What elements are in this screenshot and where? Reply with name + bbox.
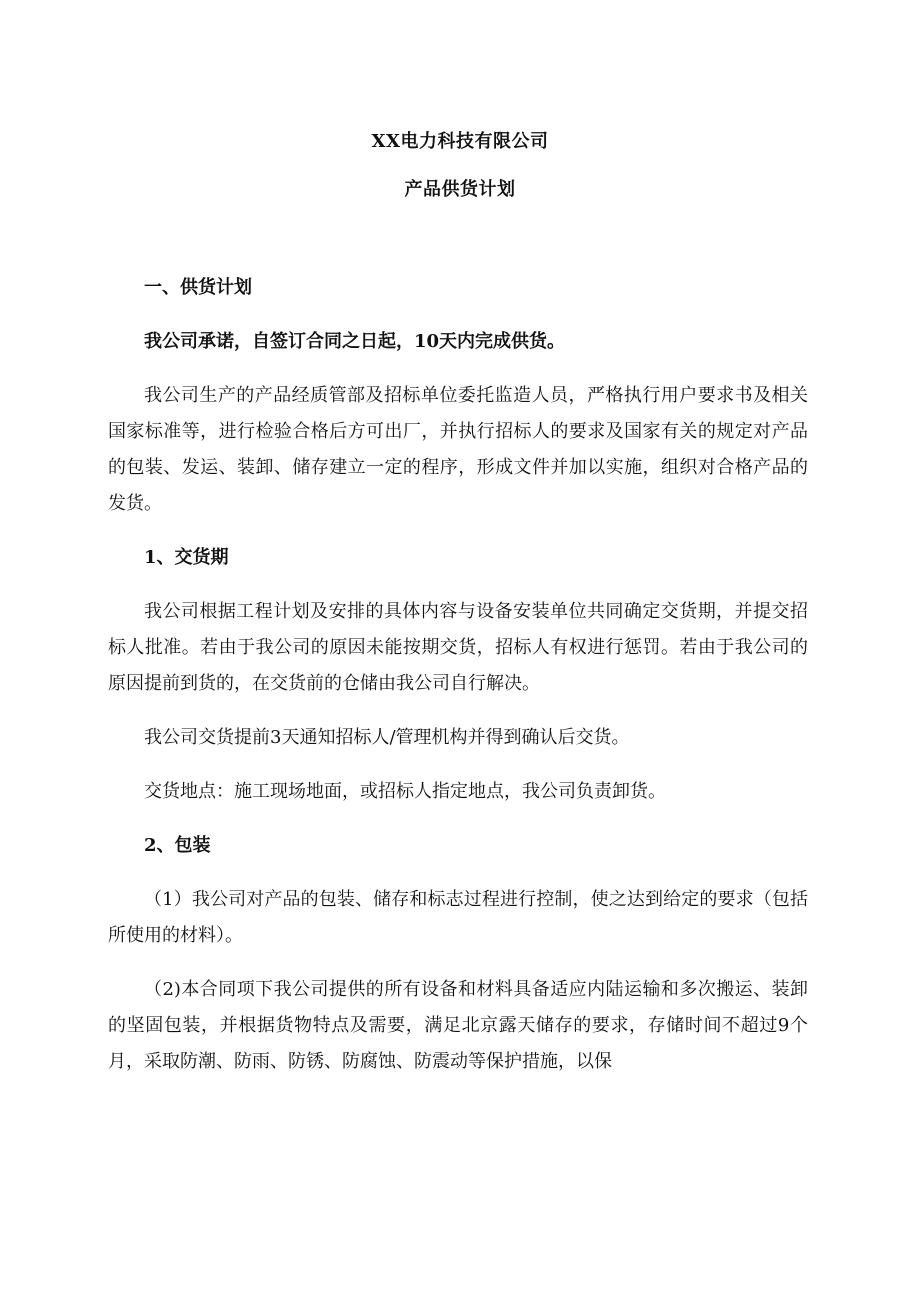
paragraph-delivery-notice: 我公司交货提前3天通知招标人/管理机构并得到确认后交货。 (144, 727, 630, 748)
supply-commitment: 我公司承诺，自签订合同之日起，10天内完成供货。 (144, 331, 566, 352)
section-heading-supply-plan: 一、供货计划 (144, 277, 252, 298)
paragraph-packaging-control: （1）我公司对产品的包装、储存和标志过程进行控制，使之达到给定的要求（包括所使用的材料）。 (108, 889, 808, 946)
document-title: 产品供货计划 (404, 179, 516, 200)
paragraph-quality-control: 我公司生产的产品经质管部及招标单位委托监造人员，严格执行用户要求书及相关国家标准等，进行检验合格后方可出厂，并执行招标人的要求及国家有关的规定对产品的包装、发运、装卸、储存建立一定的程序，形成文件并加以实施，组织对合格产品的发货。 (108, 385, 808, 514)
section-heading-delivery-period: 1、交货期 (144, 547, 229, 568)
document-body (108, 270, 808, 1098)
paragraph-delivery-location: 交货地点：施工现场地面，或招标人指定地点，我公司负责卸货。 (144, 781, 666, 802)
section-heading-packaging: 2、包装 (144, 835, 211, 856)
company-name: XX电力科技有限公司 (371, 131, 549, 152)
paragraph-packaging-requirements: （2)本合同项下我公司提供的所有设备和材料具备适应内陆运输和多次搬运、装卸的坚固包装，并根据货物特点及需要，满足北京露天储存的要求，存储时间不超过9个月，采取防潮、防雨、防锈、防腐蚀、防震动等保护措施，以保 (108, 979, 808, 1072)
paragraph-delivery-period: 我公司根据工程计划及安排的具体内容与设备安装单位共同确定交货期，并提交招标人批准。若由于我公司的原因未能按期交货，招标人有权进行惩罚。若由于我公司的原因提前到货的，在交货前的仓储由我公司自行解决。 (108, 601, 808, 694)
